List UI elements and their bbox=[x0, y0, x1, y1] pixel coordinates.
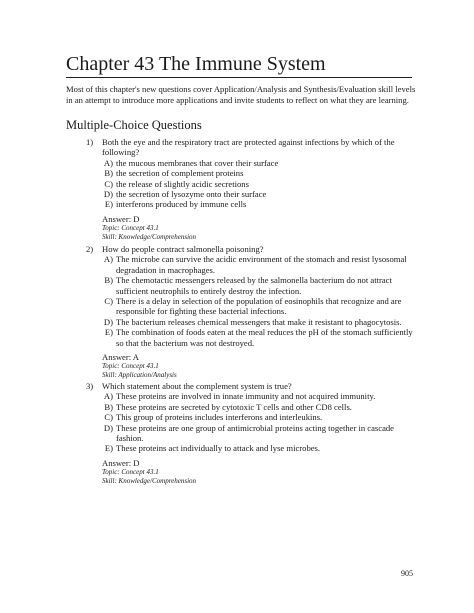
choice-list bbox=[102, 158, 416, 210]
choice-label: C) bbox=[104, 296, 113, 307]
choice-d bbox=[102, 317, 416, 327]
choice-c bbox=[102, 179, 416, 189]
choice-list bbox=[102, 254, 416, 348]
skill-line: Skill: Knowledge/Comprehension bbox=[102, 476, 197, 485]
choice-text: These proteins are involved in innate immunity and not acquired immunity. bbox=[116, 391, 376, 402]
choice-e bbox=[102, 327, 416, 348]
choice-text: These proteins are secreted by cytotoxic T cells and other CD8 cells. bbox=[116, 401, 352, 412]
question-number: 1) bbox=[86, 137, 94, 147]
section-title: Multiple-Choice Questions bbox=[66, 118, 202, 132]
question-number: 3) bbox=[86, 381, 94, 391]
question-stem bbox=[86, 137, 416, 158]
choice-d bbox=[102, 423, 416, 444]
choice-b bbox=[102, 402, 416, 412]
choice-a bbox=[102, 391, 416, 401]
choice-text: the mucous membranes that cover their surface bbox=[116, 157, 279, 168]
topic-line: Topic: Concept 43.1 bbox=[102, 468, 159, 477]
question-text: How do people contract salmonella poisoning? bbox=[102, 244, 264, 254]
choice-text: interferons produced by immune cells bbox=[116, 199, 247, 210]
choice-c bbox=[102, 296, 416, 317]
question-3 bbox=[86, 381, 416, 485]
choice-e bbox=[102, 199, 416, 209]
choice-text: The chemotactic messengers released by the salmonella bacterium do not attract sufficient neutrophils to entirely destroy the infection. bbox=[116, 275, 392, 296]
page-number: 905 bbox=[401, 569, 413, 578]
skill-line: Skill: Application/Analysis bbox=[102, 371, 177, 380]
intro-paragraph: Most of this chapter's new questions cover Application/Analysis and Synthesis/Evaluation skill levels in an attempt to introduce more applications and invite students to reflect on what they are learning. bbox=[66, 84, 416, 105]
choice-text: the secretion of lysozyme onto their surface bbox=[116, 189, 267, 200]
choice-c bbox=[102, 412, 416, 422]
choice-text: the secretion of complement proteins bbox=[116, 168, 244, 179]
choice-d bbox=[102, 189, 416, 199]
choice-label: E) bbox=[104, 199, 113, 210]
answer-line: Answer: D bbox=[102, 213, 140, 224]
chapter-title: Chapter 43 The Immune System bbox=[66, 52, 412, 78]
choice-text: This group of proteins includes interferons and interleukins. bbox=[116, 412, 323, 423]
choice-label: A) bbox=[103, 391, 113, 402]
choice-text: The bacterium releases chemical messengers that make it resistant to phagocytosis. bbox=[116, 316, 402, 327]
choice-label: B) bbox=[104, 168, 113, 179]
choice-text: These proteins are one group of antimicrobial proteins acting together in cascade fashion. bbox=[116, 422, 395, 444]
choice-label: A) bbox=[103, 157, 113, 168]
choice-text: The combination of foods eaten at the meal reduces the pH of the stomach sufficiently so that the bacterium was not destroyed. bbox=[116, 327, 413, 348]
skill-line: Skill: Knowledge/Comprehension bbox=[102, 232, 197, 241]
topic-line: Topic: Concept 43.1 bbox=[102, 362, 159, 371]
choice-label: A) bbox=[103, 254, 113, 265]
choice-label: D) bbox=[103, 316, 113, 327]
choice-label: D) bbox=[103, 189, 113, 200]
question-1 bbox=[86, 137, 416, 241]
choice-e bbox=[102, 443, 416, 453]
topic-line: Topic: Concept 43.1 bbox=[102, 224, 159, 233]
choice-label: C) bbox=[104, 178, 113, 189]
question-text: Which statement about the complement system is true? bbox=[102, 381, 292, 391]
choice-label: E) bbox=[104, 443, 113, 454]
choice-text: These proteins act individually to attack and lyse microbes. bbox=[116, 443, 321, 454]
choice-list bbox=[102, 391, 416, 453]
choice-label: B) bbox=[104, 275, 113, 286]
choice-a bbox=[102, 254, 416, 275]
question-stem bbox=[86, 381, 416, 391]
question-number: 2) bbox=[86, 244, 94, 254]
choice-label: B) bbox=[104, 401, 113, 412]
choice-text: the release of slightly acidic secretions bbox=[116, 178, 249, 189]
question-text: Both the eye and the respiratory tract are protected against infections by which of the following? bbox=[102, 137, 395, 158]
question-2 bbox=[86, 244, 416, 380]
choice-label: E) bbox=[104, 327, 113, 338]
choice-a bbox=[102, 158, 416, 168]
choice-text: The microbe can survive the acidic environment of the stomach and resist lysosomal degradation in macrophages. bbox=[116, 254, 407, 275]
choice-b bbox=[102, 168, 416, 178]
answer-line: Answer: A bbox=[102, 352, 139, 363]
choice-b bbox=[102, 275, 416, 296]
answer-line: Answer: D bbox=[102, 457, 140, 468]
choice-text: There is a delay in selection of the population of eosinophils that recognize and are responsible for fighting these bacterial infections. bbox=[116, 296, 402, 317]
choice-label: C) bbox=[104, 412, 113, 423]
choice-label: D) bbox=[103, 422, 113, 433]
question-stem bbox=[86, 244, 416, 254]
